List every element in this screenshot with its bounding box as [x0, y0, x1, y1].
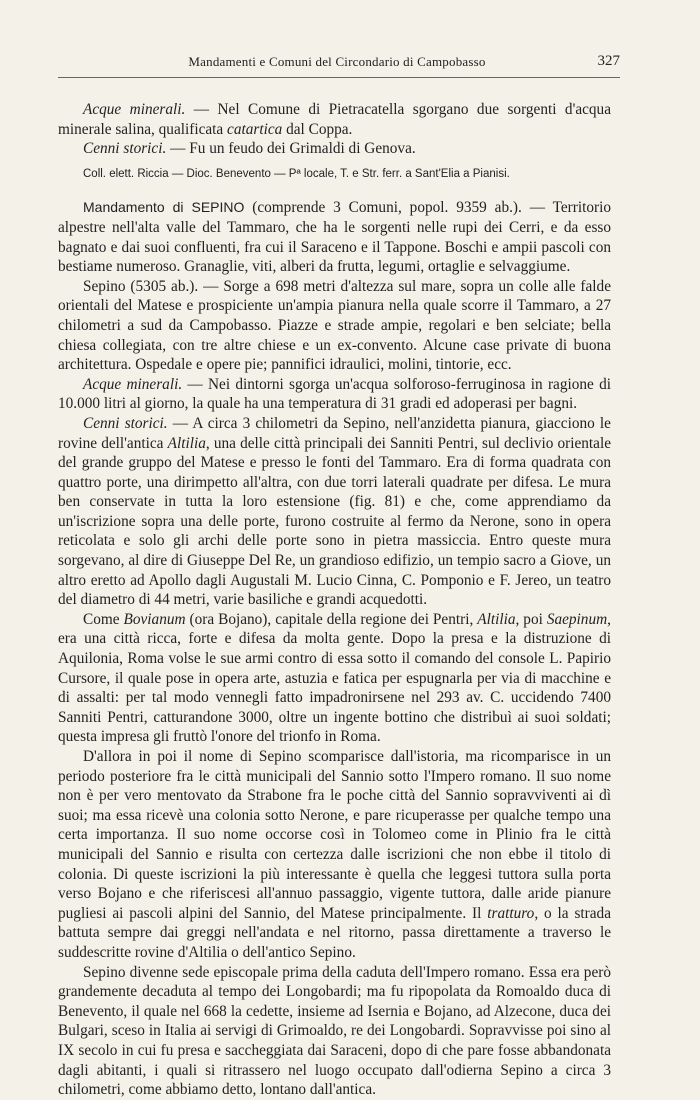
section-label: Acque minerali.	[83, 375, 183, 393]
paragraph-acque-minerali-sepino	[58, 375, 611, 414]
paragraph-acque-minerali-pietracatella	[58, 100, 611, 139]
paragraph-text: Come	[83, 610, 124, 628]
paragraph-mandamento-sepino	[58, 198, 611, 276]
electoral-college-note: Coll. elett. Riccia — Dioc. Benevento — Pª locale, T. e Str. ferr. a Sant'Elia a Pianisi.	[83, 167, 510, 180]
paragraph-text: — A circa 3 chilometri da Sepino, nell'anzidetta pianura, giacciono le rovine dell'antica	[58, 414, 611, 452]
italic-term: Altilia	[167, 434, 206, 452]
paragraph-text: (ora Bojano), capitale della regione dei Pentri,	[185, 610, 478, 628]
paragraph-cenni-storici-sepino	[58, 414, 611, 610]
paragraph-text: , era una città ricca, forte e difesa da molta gente. Dopo la presa e la distruzione di Aquilonia, Roma volse le sue armi contro di essa sotto il comando del console L. Papirio Cursore, il quale pose in opera arte, astuzia e fatica per espugnarla per via di macchine e di assalti: per tal modo vennegli fatto impadronirsene nel 293 av. C. uccidendo 7400 Sanniti Pentri, catturandone 3000, oltre un ingente bottino che distribuì ai suoi soldati; questa impresa gli fruttò l'onore del trionfo in Roma.	[58, 610, 611, 746]
paragraph-text: , una delle città principali dei Sanniti Pentri, sul declivio orientale del grande gruppo del Matese e presso le fonti del Tammaro. Era di forma quadrata con quattro porte, una dirimpetto all'altra, con due torri laterali quadrate per difesa. Le mura ben conservate in tutta la loro estensione (fig. 81) e che, come apprendiamo da un'iscrizione sopra una delle porte, furono costruite al fermo da Nerone, sono in opera reticolata e solo gli archi delle porte sono in pietra massiccia. Entro queste mura sorgevano, al dire di Giuseppe Del Re, un grandioso edifizio, un tempio sacro a Giove, un altro eretto ad Apollo dagli Augustali M. Lucio Cinna, C. Pomponio e F. Jereo, un teatro del diametro di 44 metri, varie basiliche e grandi acquedotti.	[58, 434, 611, 609]
mandamento-heading: Mandamento di SEPINO	[83, 199, 245, 216]
section-label: Cenni storici.	[83, 414, 168, 432]
italic-term: Saepinum	[546, 610, 608, 628]
section-label: Cenni storici.	[83, 140, 167, 158]
paragraph-text: , poi	[515, 610, 547, 628]
paragraph-text: dal Coppa.	[282, 120, 353, 138]
section-label: Acque minerali.	[83, 101, 186, 118]
paragraph-text: — Fu un feudo dei Grimaldi di Genova.	[166, 140, 416, 158]
italic-term: Altilia	[477, 610, 516, 628]
page-body	[58, 100, 611, 1100]
header-rule	[58, 77, 620, 78]
paragraph-storia-romana	[58, 747, 611, 963]
paragraph-sede-episcopale: Sepino divenne sede episcopale prima della caduta dell'Impero romano. Essa era però grandemente decaduta al tempo dei Longobardi; ma fu ripopolata da Romoaldo duca di Benevento, il quale nel 668 la cedette, insieme ad Isernia e Bojano, ad Alzecone, duca dei Bulgari, sceso in Italia ai servigi di Grimoaldo, re dei Longobardi. Sopravvisse poi sino al IX secolo in cui fu presa e saccheggiata dai Saraceni, dopo di che pare fosse abbandonata dagli abitanti, i quali si ritrassero nel luogo occupato dall'odierna Sepino a circa 3 chilometri, come abbiamo detto, lontano dall'antica.	[58, 963, 611, 1099]
paragraph-text: — Nei dintorni sgorga un'acqua solforoso-ferruginosa in ragione di 10.000 litri al giorno, la quale ha una temperatura di 31 gradi ed adoperasi per bagni.	[58, 375, 611, 413]
page-number: 327	[597, 53, 620, 69]
running-title: Mandamenti e Comuni del Circondario di Campobasso	[188, 54, 486, 69]
paragraph-text: (comprende 3 Comuni, popol. 9359 ab.). — Territorio alpestre nell'alta valle del Tammaro, che ha le sorgenti nelle rupi dei Cerri, e da esso bagnato e dai suoi confluenti, fra cui il Saraceno e il Tappone. Boschi e ampii pascoli con bestiame numeroso. Granaglie, viti, alberi da frutta, legumi, ortaglie e selvaggiume.	[58, 199, 611, 276]
paragraph-sepino: Sepino (5305 ab.). — Sorge a 698 metri d'altezza sul mare, sopra un colle alle falde orientali del Matese e prospiciente un'ampia pianura nella quale scorre il Tammaro, a 27 chilometri a sud da Campobasso. Piazze e strade ampie, regolari e ben selciate; bella chiesa collegiata, con tre altre chiese e un ex-convento. Alcune case private di buona architettura. Ospedale e opere pie; pannifici idraulici, molini, tintorie, ecc.	[58, 277, 611, 374]
paragraph-cenni-storici-pietracatella	[58, 139, 611, 159]
paragraph-bovianum	[58, 610, 611, 747]
paragraph-text: — Nel Comune di Pietracatella sgorgano due sorgenti d'acqua minerale salina, qualificata	[58, 101, 611, 138]
paragraph-text: , o la strada battuta sempre dai greggi nell'andata e nel ritorno, passa direttamente a traverso le suddescritte rovine d'Altilia o dell'antico Sepino.	[58, 904, 611, 961]
italic-term: Bovianum	[123, 610, 186, 628]
paragraph-text: D'allora in poi il nome di Sepino scomparisce dall'istoria, ma ricomparisce in un periodo posteriore fra le città municipali del Sannio sotto l'Impero romano. Il suo nome non è per vero mentovato da Strabone fra le poche città del Sannio sopravviventi ai dì suoi; ma essa ricevè una colonia sotto Nerone, e pare ricuperasse per qualche tempo una certa importanza. Il suo nome occorse così in Tolomeo come in Plinio fra le città municipali del Sannio e risulta con certezza dalle iscrizioni che non ebbe il titolo di colonia. Di queste iscrizioni la più interessante è quella che leggesi tuttora sulla porta verso Bojano e che riferiscesi all'annuo passaggio, vigente tuttora, dalle aride pianure pugliesi ai pascoli alpini del Sannio, del Matese principalmente. Il	[58, 748, 611, 922]
italic-term: catartica	[227, 120, 283, 138]
italic-term: tratturo	[487, 904, 535, 922]
